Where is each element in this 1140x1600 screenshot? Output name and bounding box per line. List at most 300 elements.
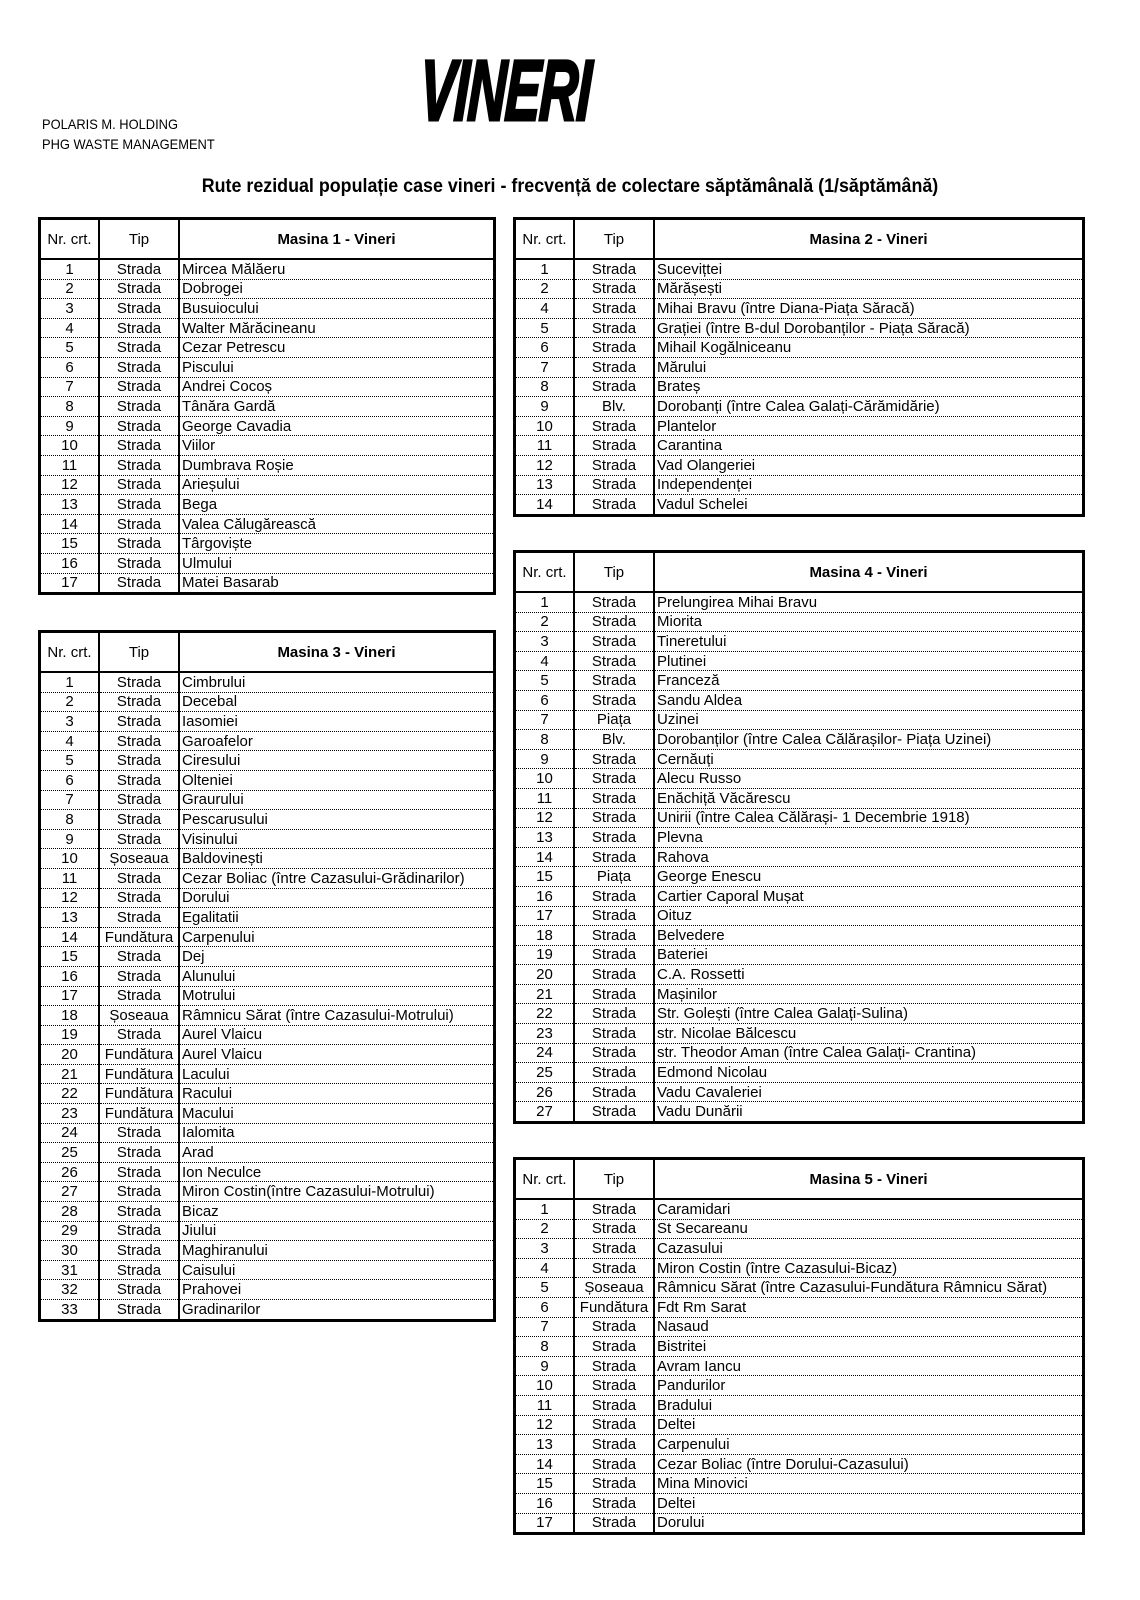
- street-type: Strada: [99, 534, 179, 554]
- table-row: [516, 710, 1082, 730]
- street-name: Nasaud: [654, 1317, 1082, 1337]
- street-name: Pescarusului: [179, 810, 493, 830]
- table-row: [41, 1241, 493, 1261]
- table-row: [41, 514, 493, 534]
- street-type: Strada: [99, 1123, 179, 1143]
- street-name: Avram Iancu: [654, 1356, 1082, 1376]
- company-info: [42, 114, 215, 154]
- row-number: 31: [41, 1260, 99, 1280]
- row-number: 21: [41, 1064, 99, 1084]
- street-type: Strada: [99, 947, 179, 967]
- table-header-row: [516, 220, 1082, 259]
- row-number: 8: [41, 810, 99, 830]
- row-number: 9: [41, 829, 99, 849]
- row-number: 24: [516, 1043, 574, 1063]
- table-row: [516, 1474, 1082, 1494]
- street-type: Strada: [99, 338, 179, 358]
- table-row: [41, 573, 493, 592]
- street-type: Strada: [574, 926, 654, 946]
- street-name: Mărului: [654, 357, 1082, 377]
- table-row: [516, 730, 1082, 750]
- street-name: Dorobanți (între Calea Galați-Cărămidărie): [654, 397, 1082, 417]
- row-number: 17: [41, 986, 99, 1006]
- street-name: George Enescu: [654, 867, 1082, 887]
- street-name: Cazasului: [654, 1239, 1082, 1259]
- table-row: [516, 1317, 1082, 1337]
- street-name: C.A. Rossetti: [654, 965, 1082, 985]
- column-header-nr: Nr. crt.: [41, 220, 99, 259]
- table-row: [516, 1004, 1082, 1024]
- street-name: Carpenului: [654, 1435, 1082, 1455]
- table-row: [41, 318, 493, 338]
- table-row: [41, 338, 493, 358]
- table-row: [516, 984, 1082, 1004]
- row-number: 16: [41, 966, 99, 986]
- route-table: [516, 1160, 1082, 1532]
- street-type: Strada: [574, 318, 654, 338]
- street-type: Blv.: [574, 397, 654, 417]
- row-number: 19: [516, 945, 574, 965]
- street-type: Șoseaua: [574, 1278, 654, 1298]
- column-header-nr: Nr. crt.: [516, 220, 574, 259]
- table-row: [41, 966, 493, 986]
- street-type: Strada: [99, 377, 179, 397]
- table-title: Masina 3 - Vineri: [179, 633, 493, 672]
- table-header-row: [516, 1160, 1082, 1199]
- street-type: Fundătura: [574, 1297, 654, 1317]
- street-name: Alecu Russo: [654, 769, 1082, 789]
- row-number: 5: [516, 1278, 574, 1298]
- street-type: Strada: [99, 692, 179, 712]
- row-number: 11: [516, 436, 574, 456]
- street-name: Bateriei: [654, 945, 1082, 965]
- row-number: 10: [516, 416, 574, 436]
- street-name: Caramidari: [654, 1199, 1082, 1219]
- street-type: Strada: [574, 1063, 654, 1083]
- street-name: Caisului: [179, 1260, 493, 1280]
- row-number: 14: [516, 495, 574, 514]
- table-header-row: [41, 220, 493, 259]
- table-row: [41, 1025, 493, 1045]
- route-table-masina-3: [38, 630, 496, 1322]
- street-name: Miron Costin(între Cazasului-Motrului): [179, 1182, 493, 1202]
- table-row: [41, 495, 493, 515]
- street-type: Strada: [574, 769, 654, 789]
- street-name: Motrului: [179, 986, 493, 1006]
- table-row: [516, 828, 1082, 848]
- street-name: Str. Golești (între Calea Galați-Sulina): [654, 1004, 1082, 1024]
- table-row: [516, 1493, 1082, 1513]
- table-title: Masina 4 - Vineri: [654, 553, 1082, 592]
- street-name: Decebal: [179, 692, 493, 712]
- street-name: Enăchiță Văcărescu: [654, 788, 1082, 808]
- street-name: Aurel Vlaicu: [179, 1025, 493, 1045]
- street-type: Strada: [574, 1454, 654, 1474]
- street-type: Strada: [99, 1202, 179, 1222]
- table-row: [41, 553, 493, 573]
- row-number: 7: [41, 377, 99, 397]
- street-name: Ulmului: [179, 553, 493, 573]
- street-type: Strada: [99, 259, 179, 279]
- street-type: Strada: [574, 592, 654, 612]
- street-name: Mașinilor: [654, 984, 1082, 1004]
- row-number: 25: [41, 1143, 99, 1163]
- row-number: 27: [516, 1102, 574, 1121]
- table-row: [516, 632, 1082, 652]
- street-type: Șoseaua: [99, 849, 179, 869]
- street-type: Șoseaua: [99, 1006, 179, 1026]
- table-row: [516, 592, 1082, 612]
- table-row: [41, 672, 493, 692]
- table-row: [516, 1082, 1082, 1102]
- street-name: Walter Mărăcineanu: [179, 318, 493, 338]
- street-type: Strada: [99, 553, 179, 573]
- table-row: [516, 612, 1082, 632]
- row-number: 8: [41, 397, 99, 417]
- street-name: Independenței: [654, 475, 1082, 495]
- table-row: [516, 1219, 1082, 1239]
- table-row: [41, 908, 493, 928]
- table-row: [41, 397, 493, 417]
- row-number: 20: [41, 1045, 99, 1065]
- table-row: [41, 692, 493, 712]
- street-name: Lacului: [179, 1064, 493, 1084]
- street-type: Strada: [99, 868, 179, 888]
- street-name: Iasomiei: [179, 712, 493, 732]
- street-name: Miorita: [654, 612, 1082, 632]
- street-name: Jiului: [179, 1221, 493, 1241]
- row-number: 4: [41, 731, 99, 751]
- table-row: [516, 279, 1082, 299]
- table-row: [516, 416, 1082, 436]
- company-division: PHG WASTE MANAGEMENT: [42, 136, 215, 152]
- table-title: Masina 5 - Vineri: [654, 1160, 1082, 1199]
- row-number: 17: [516, 1513, 574, 1532]
- row-number: 18: [516, 926, 574, 946]
- row-number: 11: [516, 788, 574, 808]
- street-type: Strada: [99, 318, 179, 338]
- table-row: [516, 495, 1082, 514]
- row-number: 17: [41, 573, 99, 592]
- table-row: [516, 397, 1082, 417]
- route-table-masina-1: [38, 217, 496, 595]
- street-name: Unirii (între Calea Călărași- 1 Decembrie 1918): [654, 808, 1082, 828]
- street-type: Fundătura: [99, 1064, 179, 1084]
- street-name: Cernăuți: [654, 749, 1082, 769]
- street-type: Strada: [99, 397, 179, 417]
- street-type: Strada: [99, 1300, 179, 1319]
- row-number: 25: [516, 1063, 574, 1083]
- route-table: [516, 220, 1082, 514]
- table-row: [41, 927, 493, 947]
- row-number: 15: [516, 867, 574, 887]
- street-name: Andrei Cocoș: [179, 377, 493, 397]
- street-type: Strada: [574, 945, 654, 965]
- table-row: [516, 436, 1082, 456]
- street-name: Busuiocului: [179, 299, 493, 319]
- row-number: 4: [516, 651, 574, 671]
- row-number: 22: [516, 1004, 574, 1024]
- street-type: Strada: [574, 749, 654, 769]
- street-type: Strada: [99, 1182, 179, 1202]
- route-table: [516, 553, 1082, 1121]
- table-title: Masina 2 - Vineri: [654, 220, 1082, 259]
- table-row: [516, 1454, 1082, 1474]
- street-type: Strada: [574, 357, 654, 377]
- street-name: Râmnicu Sărat (între Cazasului-Fundătura Râmnicu Sărat): [654, 1278, 1082, 1298]
- table-row: [516, 1063, 1082, 1083]
- row-number: 4: [516, 299, 574, 319]
- street-name: Ialomita: [179, 1123, 493, 1143]
- street-type: Fundătura: [99, 1104, 179, 1124]
- street-type: Strada: [99, 1025, 179, 1045]
- row-number: 30: [41, 1241, 99, 1261]
- table-row: [41, 455, 493, 475]
- street-name: Deltei: [654, 1493, 1082, 1513]
- street-type: Strada: [574, 495, 654, 514]
- street-name: Egalitatii: [179, 908, 493, 928]
- street-name: Rahova: [654, 847, 1082, 867]
- street-type: Strada: [574, 808, 654, 828]
- table-row: [41, 888, 493, 908]
- table-row: [41, 416, 493, 436]
- row-number: 3: [41, 712, 99, 732]
- row-number: 26: [41, 1162, 99, 1182]
- street-name: Arieșului: [179, 475, 493, 495]
- row-number: 10: [516, 769, 574, 789]
- row-number: 23: [516, 1024, 574, 1044]
- street-name: Franceză: [654, 671, 1082, 691]
- street-type: Strada: [574, 1258, 654, 1278]
- column-header-tip: Tip: [574, 553, 654, 592]
- route-table-masina-5: [513, 1157, 1085, 1535]
- street-type: Strada: [99, 751, 179, 771]
- street-name: Mărășești: [654, 279, 1082, 299]
- street-type: Strada: [99, 810, 179, 830]
- street-type: Strada: [574, 1082, 654, 1102]
- column-header-tip: Tip: [99, 220, 179, 259]
- table-row: [516, 1043, 1082, 1063]
- street-name: Plutinei: [654, 651, 1082, 671]
- street-type: Strada: [99, 1162, 179, 1182]
- row-number: 2: [516, 279, 574, 299]
- street-name: Maghiranului: [179, 1241, 493, 1261]
- street-type: Strada: [99, 672, 179, 692]
- row-number: 13: [41, 495, 99, 515]
- row-number: 12: [41, 888, 99, 908]
- street-type: Strada: [99, 514, 179, 534]
- street-name: Edmond Nicolau: [654, 1063, 1082, 1083]
- street-type: Strada: [574, 1474, 654, 1494]
- street-type: Strada: [99, 986, 179, 1006]
- table-row: [516, 690, 1082, 710]
- street-name: Dobrogei: [179, 279, 493, 299]
- street-type: Strada: [574, 1024, 654, 1044]
- row-number: 3: [41, 299, 99, 319]
- street-name: Bega: [179, 495, 493, 515]
- table-row: [41, 1123, 493, 1143]
- row-number: 13: [516, 475, 574, 495]
- table-row: [41, 829, 493, 849]
- row-number: 15: [41, 534, 99, 554]
- street-type: Strada: [574, 377, 654, 397]
- table-row: [41, 1045, 493, 1065]
- table-row: [41, 299, 493, 319]
- route-table: [41, 633, 493, 1319]
- table-row: [516, 945, 1082, 965]
- row-number: 5: [41, 751, 99, 771]
- street-type: Strada: [574, 259, 654, 279]
- row-number: 13: [516, 1435, 574, 1455]
- table-row: [516, 1258, 1082, 1278]
- street-name: Dej: [179, 947, 493, 967]
- row-number: 28: [41, 1202, 99, 1222]
- table-row: [516, 1024, 1082, 1044]
- row-number: 17: [516, 906, 574, 926]
- row-number: 4: [516, 1258, 574, 1278]
- street-name: Arad: [179, 1143, 493, 1163]
- row-number: 12: [516, 808, 574, 828]
- row-number: 7: [516, 357, 574, 377]
- table-row: [516, 318, 1082, 338]
- row-number: 23: [41, 1104, 99, 1124]
- table-row: [516, 1513, 1082, 1532]
- street-type: Strada: [99, 1221, 179, 1241]
- street-type: Strada: [574, 1376, 654, 1396]
- table-row: [41, 436, 493, 456]
- street-type: Strada: [99, 436, 179, 456]
- street-name: Vadu Dunării: [657, 1103, 743, 1121]
- table-row: [516, 867, 1082, 887]
- table-row: [41, 947, 493, 967]
- table-row: [516, 965, 1082, 985]
- row-number: 16: [41, 553, 99, 573]
- row-number: 5: [41, 338, 99, 358]
- street-type: Strada: [574, 416, 654, 436]
- street-name: Sucevițtei: [654, 259, 1082, 279]
- row-number: 2: [516, 612, 574, 632]
- street-type: Strada: [99, 829, 179, 849]
- row-number: 10: [41, 436, 99, 456]
- street-name: Cezar Boliac (între Cazasului-Grădinarilor): [179, 868, 493, 888]
- table-row: [41, 868, 493, 888]
- street-type: Strada: [574, 1415, 654, 1435]
- street-name: Racului: [179, 1084, 493, 1104]
- table-row: [516, 847, 1082, 867]
- row-number: 1: [516, 1199, 574, 1219]
- row-number: 13: [516, 828, 574, 848]
- row-number: 14: [41, 514, 99, 534]
- table-row: [41, 1006, 493, 1026]
- row-number: 33: [41, 1300, 99, 1319]
- street-type: Strada: [99, 475, 179, 495]
- row-number: 8: [516, 730, 574, 750]
- street-name: str. Nicolae Bălcescu: [654, 1024, 1082, 1044]
- street-name: Alunului: [179, 966, 493, 986]
- street-name: Bradului: [654, 1395, 1082, 1415]
- street-name: Sandu Aldea: [654, 690, 1082, 710]
- row-number: 10: [516, 1376, 574, 1396]
- table-row: [516, 1337, 1082, 1357]
- row-number: 19: [41, 1025, 99, 1045]
- street-name: Cimbrului: [179, 672, 493, 692]
- street-name: str. Theodor Aman (între Calea Galați- Crantina): [654, 1043, 1082, 1063]
- street-name: Carpenului: [179, 927, 493, 947]
- row-number: 14: [41, 927, 99, 947]
- row-number: 6: [516, 338, 574, 358]
- table-row: [41, 1202, 493, 1222]
- street-type: Strada: [99, 908, 179, 928]
- table-row: [516, 377, 1082, 397]
- street-type: Strada: [99, 790, 179, 810]
- street-type: Piața: [574, 710, 654, 730]
- table-row: [516, 259, 1082, 279]
- street-name: Baldovinești: [179, 849, 493, 869]
- table-row: [516, 788, 1082, 808]
- street-name: Miron Costin (între Cazasului-Bicaz): [654, 1258, 1082, 1278]
- street-name: Pandurilor: [654, 1376, 1082, 1396]
- street-type: Strada: [574, 651, 654, 671]
- street-type: Strada: [574, 632, 654, 652]
- row-number: 20: [516, 965, 574, 985]
- street-type: Strada: [574, 475, 654, 495]
- table-row: [41, 377, 493, 397]
- row-number: 9: [516, 1356, 574, 1376]
- table-row: [516, 926, 1082, 946]
- row-number: 3: [516, 1239, 574, 1259]
- street-name: Cartier Caporal Mușat: [654, 886, 1082, 906]
- table-row: [516, 1102, 1082, 1121]
- street-type: Blv.: [574, 730, 654, 750]
- table-row: [516, 1435, 1082, 1455]
- table-row: [516, 1415, 1082, 1435]
- street-type: Strada: [574, 1513, 654, 1532]
- street-name: Graurului: [179, 790, 493, 810]
- street-type: Strada: [574, 671, 654, 691]
- street-type: Strada: [574, 1239, 654, 1259]
- company-name: POLARIS M. HOLDING: [42, 116, 178, 132]
- row-number: 6: [41, 357, 99, 377]
- row-number: 14: [516, 1454, 574, 1474]
- row-number: 1: [41, 672, 99, 692]
- street-name: Plevna: [654, 828, 1082, 848]
- row-number: 15: [41, 947, 99, 967]
- table-row: [516, 475, 1082, 495]
- street-type: Strada: [574, 338, 654, 358]
- row-number: 11: [41, 868, 99, 888]
- street-type: Fundătura: [99, 927, 179, 947]
- street-type: Strada: [574, 1199, 654, 1219]
- street-name: Vad Olangeriei: [654, 455, 1082, 475]
- row-number: 8: [516, 1337, 574, 1357]
- table-row: [516, 1395, 1082, 1415]
- row-number: 2: [516, 1219, 574, 1239]
- street-type: Strada: [99, 1143, 179, 1163]
- street-type: Strada: [99, 357, 179, 377]
- table-row: [516, 651, 1082, 671]
- row-number: 5: [516, 318, 574, 338]
- street-type: Strada: [99, 495, 179, 515]
- street-name: Vadul Schelei: [657, 495, 748, 513]
- street-type: Strada: [574, 1219, 654, 1239]
- row-number: 32: [41, 1280, 99, 1300]
- route-table-masina-4: [513, 550, 1085, 1124]
- street-name: Vadu Cavaleriei: [654, 1082, 1082, 1102]
- street-name: Oituz: [654, 906, 1082, 926]
- street-type: Strada: [99, 1280, 179, 1300]
- route-table-masina-2: [513, 217, 1085, 517]
- street-type: Strada: [99, 279, 179, 299]
